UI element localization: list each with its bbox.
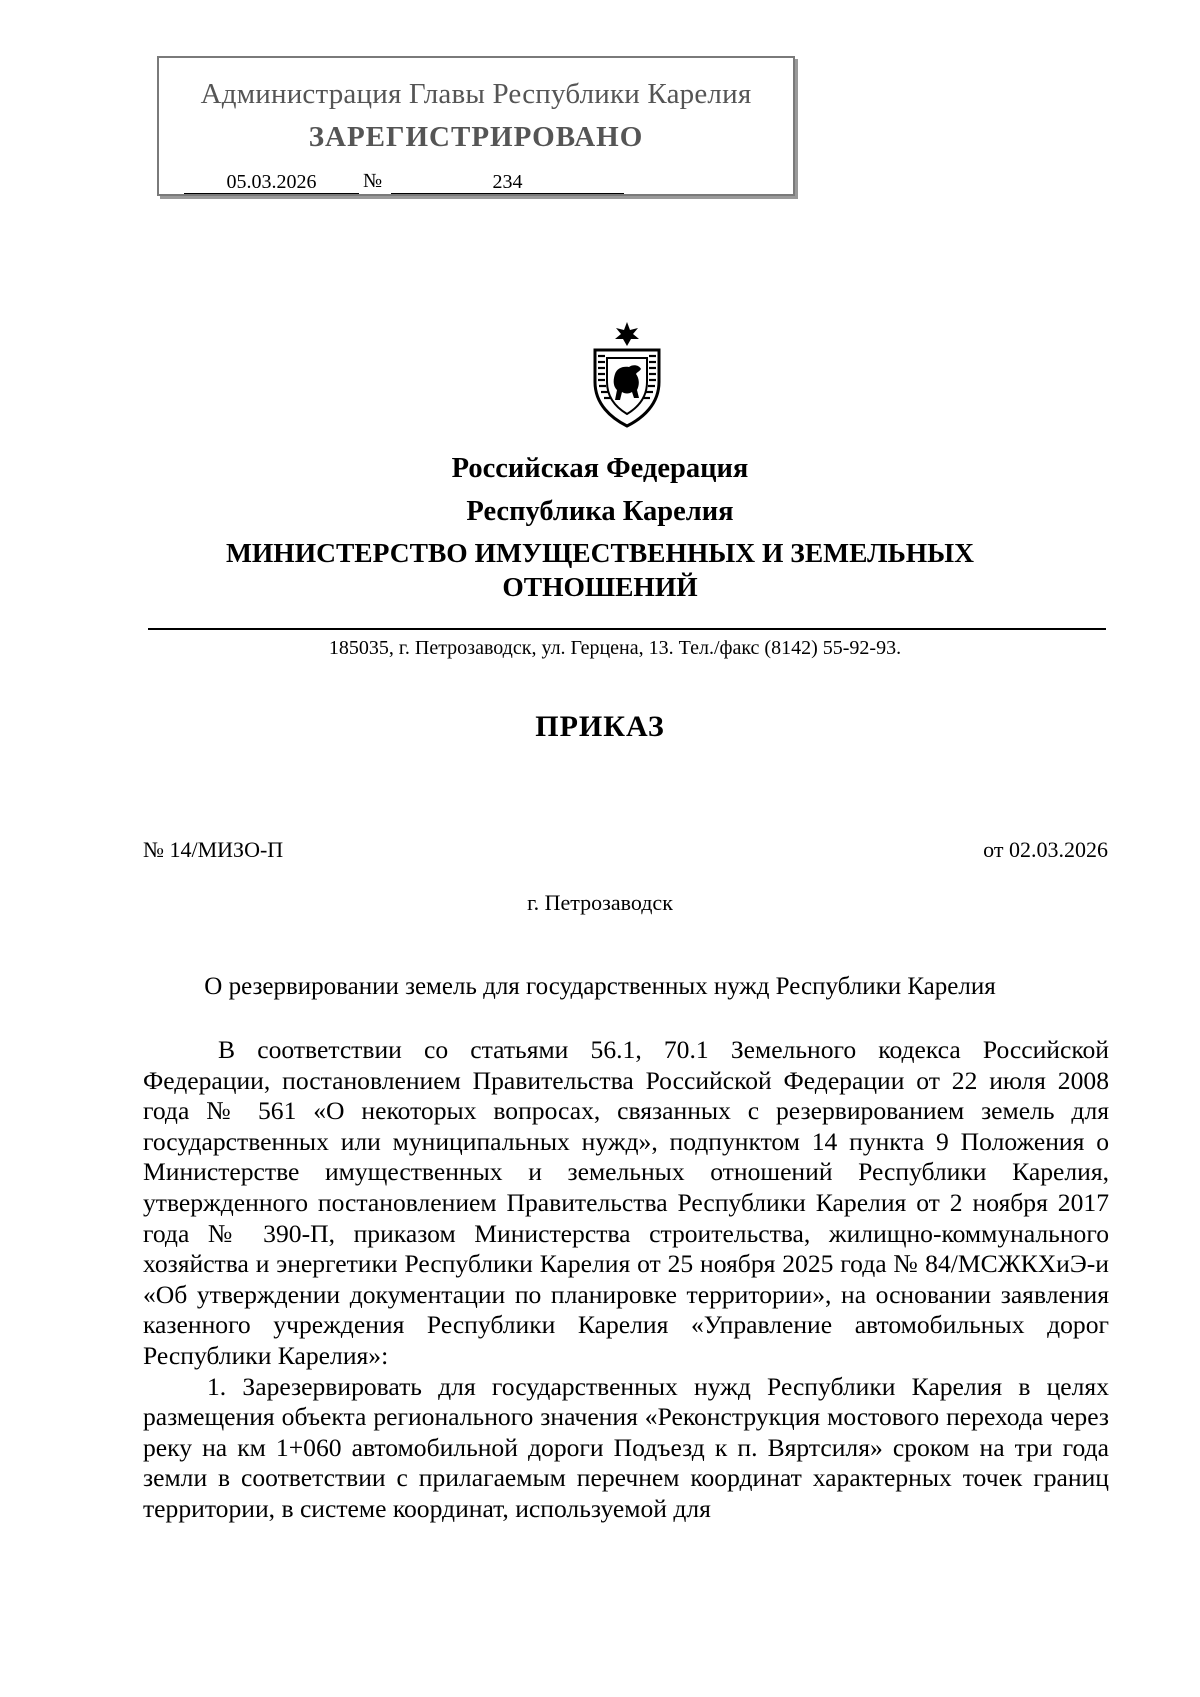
stamp-status: ЗАРЕГИСТРИРОВАНО [308, 121, 644, 153]
order-number: № 14/МИЗО-П [143, 837, 284, 862]
order-preamble: В соответствии со статьями 56.1, 70.1 Земельного кодекса Российской Федерации, постановлением Правительства Российской Федерации от 22 июля 2008 года № 561 «О некоторых вопросах, связанных с резервированием земель для государственных или муниципальных нужд», подпунктом 14 пункта 9 Положения о Министерстве имущественных и земельных отношений Республики Карелия, утвержденного постановлением Правительства Республики Карелия от 2 ноября 2017 года № 390-П, приказом Министерства строительства, жилищно-коммунального хозяйства и энергетики Республики Карелия от 25 ноября 2025 года № 84/МСЖКХиЭ-и «Об утверждении документации по планировке территории», на основании заявления казенного учреждения Республики Карелия «Управление автомобильных дорог Республики Карелия»: [143, 1035, 1109, 1370]
header-ministry-line-1: МИНИСТЕРСТВО ИМУЩЕСТВЕННЫХ И ЗЕМЕЛЬНЫХ [225, 537, 975, 568]
order-subject: О резервировании земель для государственных нужд Республики Карелия [204, 973, 996, 1000]
order-item-1: 1. Зарезервировать для государственных нужд Республики Карелия в целях размещения объекта регионального значения «Реконструкция мостового перехода через реку на км 1+060 автомобильной дороги Подъезд к п. Вяртсиля» сроком на три года земли в соответствии с прилагаемым перечнем координат характерных точек границ территории, в системе координат, используемой для [143, 1371, 1109, 1523]
header-divider [148, 628, 1106, 630]
order-date: от 02.03.2026 [983, 837, 1108, 862]
registration-stamp [157, 56, 795, 196]
karelia-coat-of-arms-icon [581, 320, 673, 430]
stamp-number: 234 [391, 171, 624, 194]
header-country: Российская Федерация [451, 453, 749, 484]
header-ministry-line-2: ОТНОШЕНИЙ [502, 571, 698, 602]
order-title: ПРИКАЗ [535, 710, 665, 743]
order-city: г. Петрозаводск [527, 890, 673, 915]
header-republic: Республика Карелия [466, 496, 734, 527]
ministry-address: 185035, г. Петрозаводск, ул. Герцена, 13. Тел./факс (8142) 55-92-93. [328, 637, 902, 659]
stamp-organization: Администрация Главы Республики Карелия [200, 78, 752, 110]
stamp-number-label: № [363, 170, 383, 192]
order-body [143, 1035, 1109, 1525]
stamp-date: 05.03.2026 [184, 171, 359, 194]
